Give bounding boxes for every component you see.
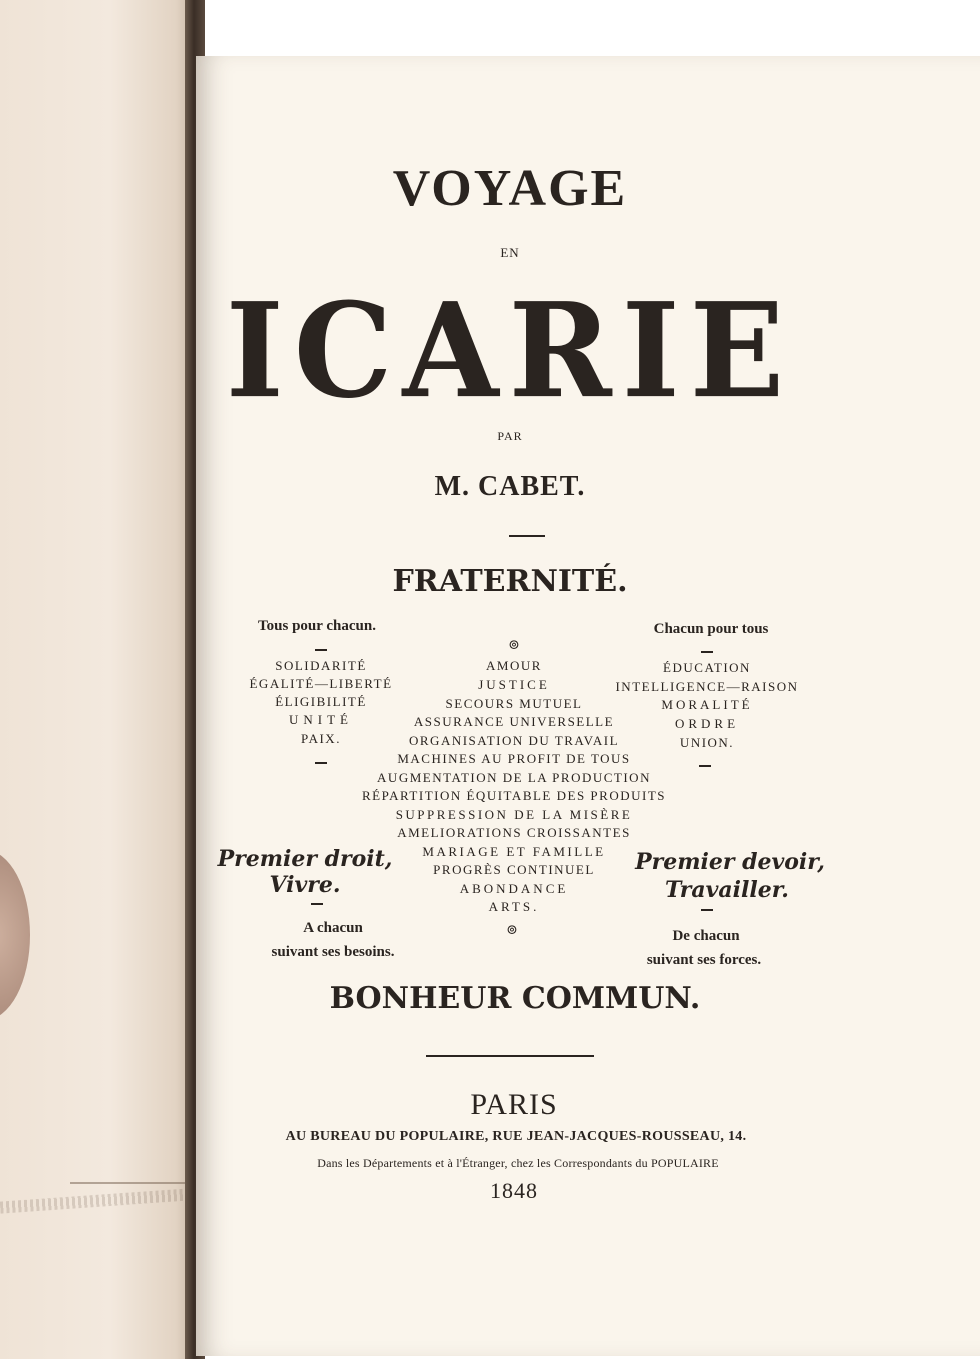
right-maxim-line2: Travailler. xyxy=(665,877,789,903)
right-dash-3 xyxy=(701,909,713,911)
center-item-suppression: SUPPRESSION DE LA MISÈRE xyxy=(395,807,633,822)
imprint-city: PARIS xyxy=(470,1088,558,1121)
center-item-justice: JUSTICE xyxy=(478,677,550,692)
title-by: PAR xyxy=(497,429,523,443)
left-principle-line2: suivant ses besoins. xyxy=(271,944,395,960)
center-item-organisation: ORGANISATION DU TRAVAIL xyxy=(408,733,620,748)
center-item-abondance: ABONDANCE xyxy=(459,881,569,896)
divider-long xyxy=(426,1055,594,1057)
title-line-voyage: VOYAGE xyxy=(392,160,628,217)
right-dash-1 xyxy=(701,651,713,653)
left-item-unite: UNITÉ xyxy=(289,712,353,727)
right-motto: Chacun pour tous xyxy=(653,621,769,637)
center-item-arts: ARTS. xyxy=(488,899,540,914)
right-dash-2 xyxy=(699,765,711,767)
ornament-bottom-icon: ⊚ xyxy=(506,923,518,938)
center-item-machines: MACHINES AU PROFIT DE TOUS xyxy=(397,751,631,766)
ornament-top-icon: ⊚ xyxy=(508,638,520,653)
right-item-education: ÉDUCATION xyxy=(663,660,751,675)
left-page xyxy=(0,0,200,1359)
imprint-address: AU BUREAU DU POPULAIRE, RUE JEAN-JACQUES-ROUSSEAU, 14. xyxy=(285,1129,747,1144)
left-item-eligibilite: ÉLIGIBILITÉ xyxy=(275,694,367,709)
center-item-mariage: MARIAGE ET FAMILLE xyxy=(422,844,606,859)
left-principle-line1: A chacun xyxy=(303,920,363,936)
left-dash-1 xyxy=(315,649,327,651)
center-item-secours: SECOURS MUTUEL xyxy=(445,696,583,711)
right-principle-line1: De chacun xyxy=(672,928,740,944)
center-item-assurance: ASSURANCE UNIVERSELLE xyxy=(413,714,615,729)
imprint-note: Dans les Départements et à l'Étranger, chez les Correspondants du POPULAIRE xyxy=(317,1156,719,1170)
author-name: M. CABET. xyxy=(434,471,586,502)
left-motto: Tous pour chacun. xyxy=(258,618,376,634)
right-item-intelligence: INTELLIGENCE—RAISON xyxy=(615,679,799,694)
right-item-union: UNION. xyxy=(679,735,735,750)
heading-fraternite: FRATERNITÉ. xyxy=(392,564,628,599)
left-maxim-line1: Premier droit, xyxy=(217,846,393,872)
imprint-year: 1848 xyxy=(490,1178,538,1203)
center-item-progres: PROGRÈS CONTINUEL xyxy=(433,862,595,877)
right-item-moralite: MORALITÉ xyxy=(661,697,753,712)
show-through-rule xyxy=(70,1182,190,1184)
left-dash-2 xyxy=(315,762,327,764)
center-item-augmentation: AUGMENTATION DE LA PRODUCTION xyxy=(377,770,651,785)
left-dash-3 xyxy=(311,903,323,905)
right-maxim-line1: Premier devoir, xyxy=(635,849,825,875)
left-item-egalite: ÉGALITÉ—LIBERTÉ xyxy=(249,676,393,691)
left-maxim-line2: Vivre. xyxy=(269,872,341,898)
center-item-ameliorations: AMELIORATIONS CROISSANTES xyxy=(397,825,631,840)
divider-short xyxy=(509,535,545,537)
heading-bonheur-commun: BONHEUR COMMUN. xyxy=(329,981,701,1016)
center-item-amour: AMOUR xyxy=(486,658,542,673)
left-item-paix: PAIX. xyxy=(301,731,341,746)
title-line-icarie: ICARIE xyxy=(225,275,795,428)
right-item-ordre: ORDRE xyxy=(674,716,740,731)
right-principle-line2: suivant ses forces. xyxy=(646,952,762,968)
center-item-repartition: RÉPARTITION ÉQUITABLE DES PRODUITS xyxy=(361,788,667,803)
left-item-solidarite: SOLIDARITÉ xyxy=(275,658,367,673)
title-line-en: EN xyxy=(500,245,520,260)
show-through-text xyxy=(0,1188,190,1213)
